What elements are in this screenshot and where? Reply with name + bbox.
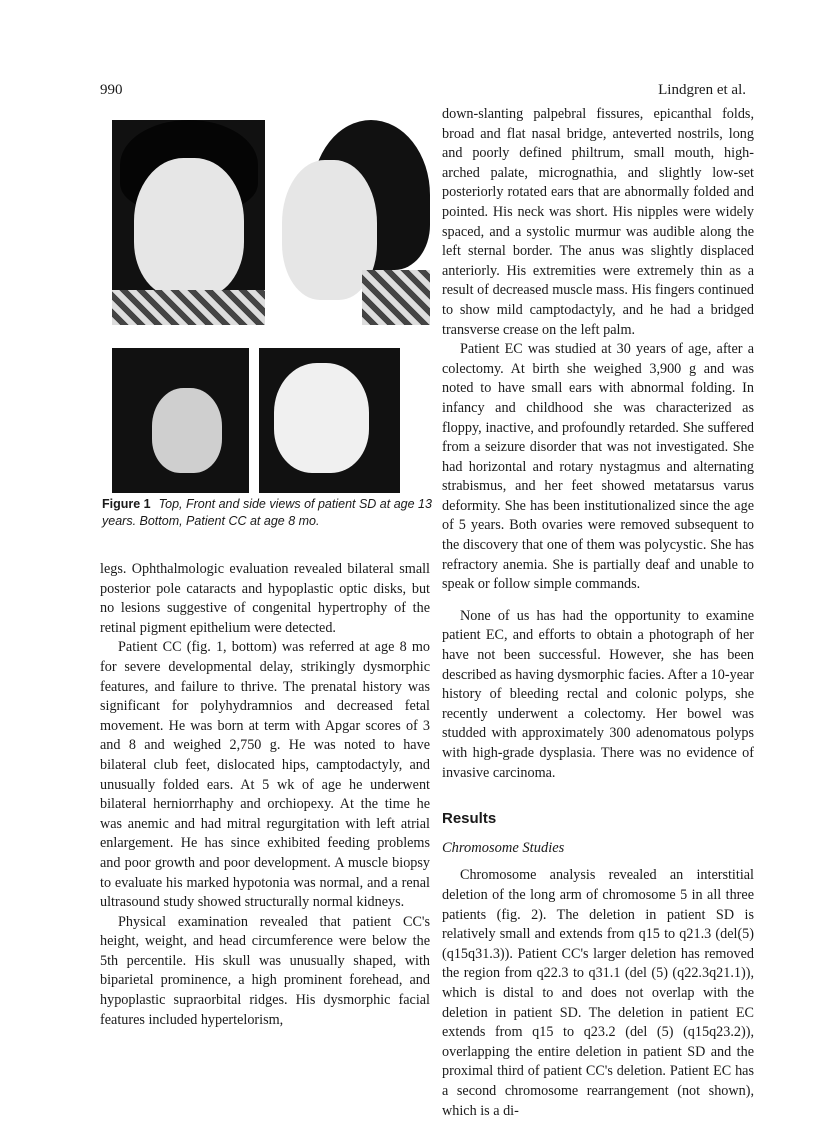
paragraph: Patient CC (fig. 1, bottom) was referred at age 8 mo for severe developmental delay, strikingly dysmorphic features, and failure to thrive. The prenatal history was significant for polyhydramnios and decreased fetal movement. He was born at term with Apgar scores of 3 and 8 and weighed 2,750 g. He was noted to have bilateral club feet, dislocated hips, camptodactyly, and unusually folded ears. At 5 wk of age he underwent bilateral herniorrhaphy and orchiopexy. At the time he was anemic and had mitral regurgitation with left atrial enlargement. He has since exhibited feeding problems and poor growth and poor development. A muscle biopsy to evaluate his marked hypotonia was normal, and a renal ultrasound study showed structurally normal kidneys. bbox=[100, 639, 430, 911]
paragraph: None of us has had the opportunity to examine patient EC, and efforts to obtain a photograph of her have not been successful. However, she has been described as having dysmorphic facies. After a 10-year history of bleeding rectal and colonic polyps, she recently underwent a colectomy. Her bowel was studded with approximately 300 adenomatous polyps with high-grade dysplasia. There was no evidence of invasive carcinoma. bbox=[442, 607, 755, 781]
paragraph: Patient EC was studied at 30 years of age, after a colectomy. At birth she weighed 3,900 g and was noted to have small ears with abnormal folding. In infancy and childhood she was characterized as floppy, inactive, and profoundly retarded. She suffered from a seizure disorder that was not investigated. She had horizontal and rotary nystagmus and alternating strabismus, and her feet showed metatarsus varus deformity. She has been institutionalized since the age of 5 years. Both ovaries were removed subsequent to the discovery that one of them was polycystic. She has refractory anemia. She is partially deaf and unable to speak or follow simple commands. bbox=[442, 341, 754, 593]
left-column bbox=[100, 560, 430, 1030]
photo-cc-side bbox=[259, 348, 400, 493]
running-head: Lindgren et al. bbox=[658, 82, 746, 98]
page-number: 990 bbox=[100, 82, 123, 98]
figure-caption bbox=[102, 496, 432, 530]
photo-cc-front bbox=[112, 348, 249, 493]
paragraph: legs. Ophthalmologic evaluation revealed bilateral small posterior pole cataracts and hypoplastic optic disks, but no lesions suggestive of congenital hypertrophy of the retinal pigment epithelium were detected. bbox=[100, 561, 430, 636]
photo-sd-side bbox=[272, 120, 430, 325]
right-column bbox=[442, 105, 754, 1121]
paragraph: Chromosome analysis revealed an interstitial deletion of the long arm of chromosome 5 in all three patients (fig. 2). The deletion in patient SD is relatively small and extends from q15 to q21.3 (del(5) (q15q31.3)). Patient CC's larger deletion has removed the region from q22.3 to q31.1 (del (5) (q22.3q21.1)), which is distal to and does not overlap with the deletion in patient SD. The deletion in patient EC extends from q15 to q23.2 (del (5) (q15q23.2)), overlapping the entire deletion in patient SD and the proximal third of patient CC's deletion. Patient EC has a second chromosome rearrangement (not shown), which is a di- bbox=[442, 867, 754, 1119]
paragraph: Physical examination revealed that patient CC's height, weight, and head circumference were below the 5th percentile. His skull was unusually shaped, with biparietal prominence, a high prominent forehead, and hypoplastic supraorbital ridges. His dysmorphic facial features included hypertelorism, bbox=[100, 913, 430, 1028]
subsection-heading: Chromosome Studies bbox=[442, 839, 565, 856]
section-heading: Results bbox=[442, 810, 497, 828]
photo-sd-front bbox=[112, 120, 265, 325]
figure-caption-text: Top, Front and side views of patient SD at age 13 years. Bottom, Patient CC at age 8 mo. bbox=[102, 497, 432, 528]
figure-1 bbox=[112, 120, 430, 530]
paragraph: down-slanting palpebral fissures, epicanthal folds, broad and flat nasal bridge, anteverted nostrils, long and poorly defined philtrum, small mouth, high-arched palate, micrognathia, and slightly low-set posteriorly rotated ears that are abnormally folded and pointed. His neck was short. His nipples were widely spaced, and a systolic murmur was audible along the left sternal border. The anus was slightly displaced anteriorly. His extremities were extremely thin as a result of decreased muscle mass. His fingers continued to show mild camptodactyly, and he had a bridged transverse crease on the left palm. bbox=[442, 106, 754, 338]
figure-label: Figure 1 bbox=[102, 497, 151, 511]
